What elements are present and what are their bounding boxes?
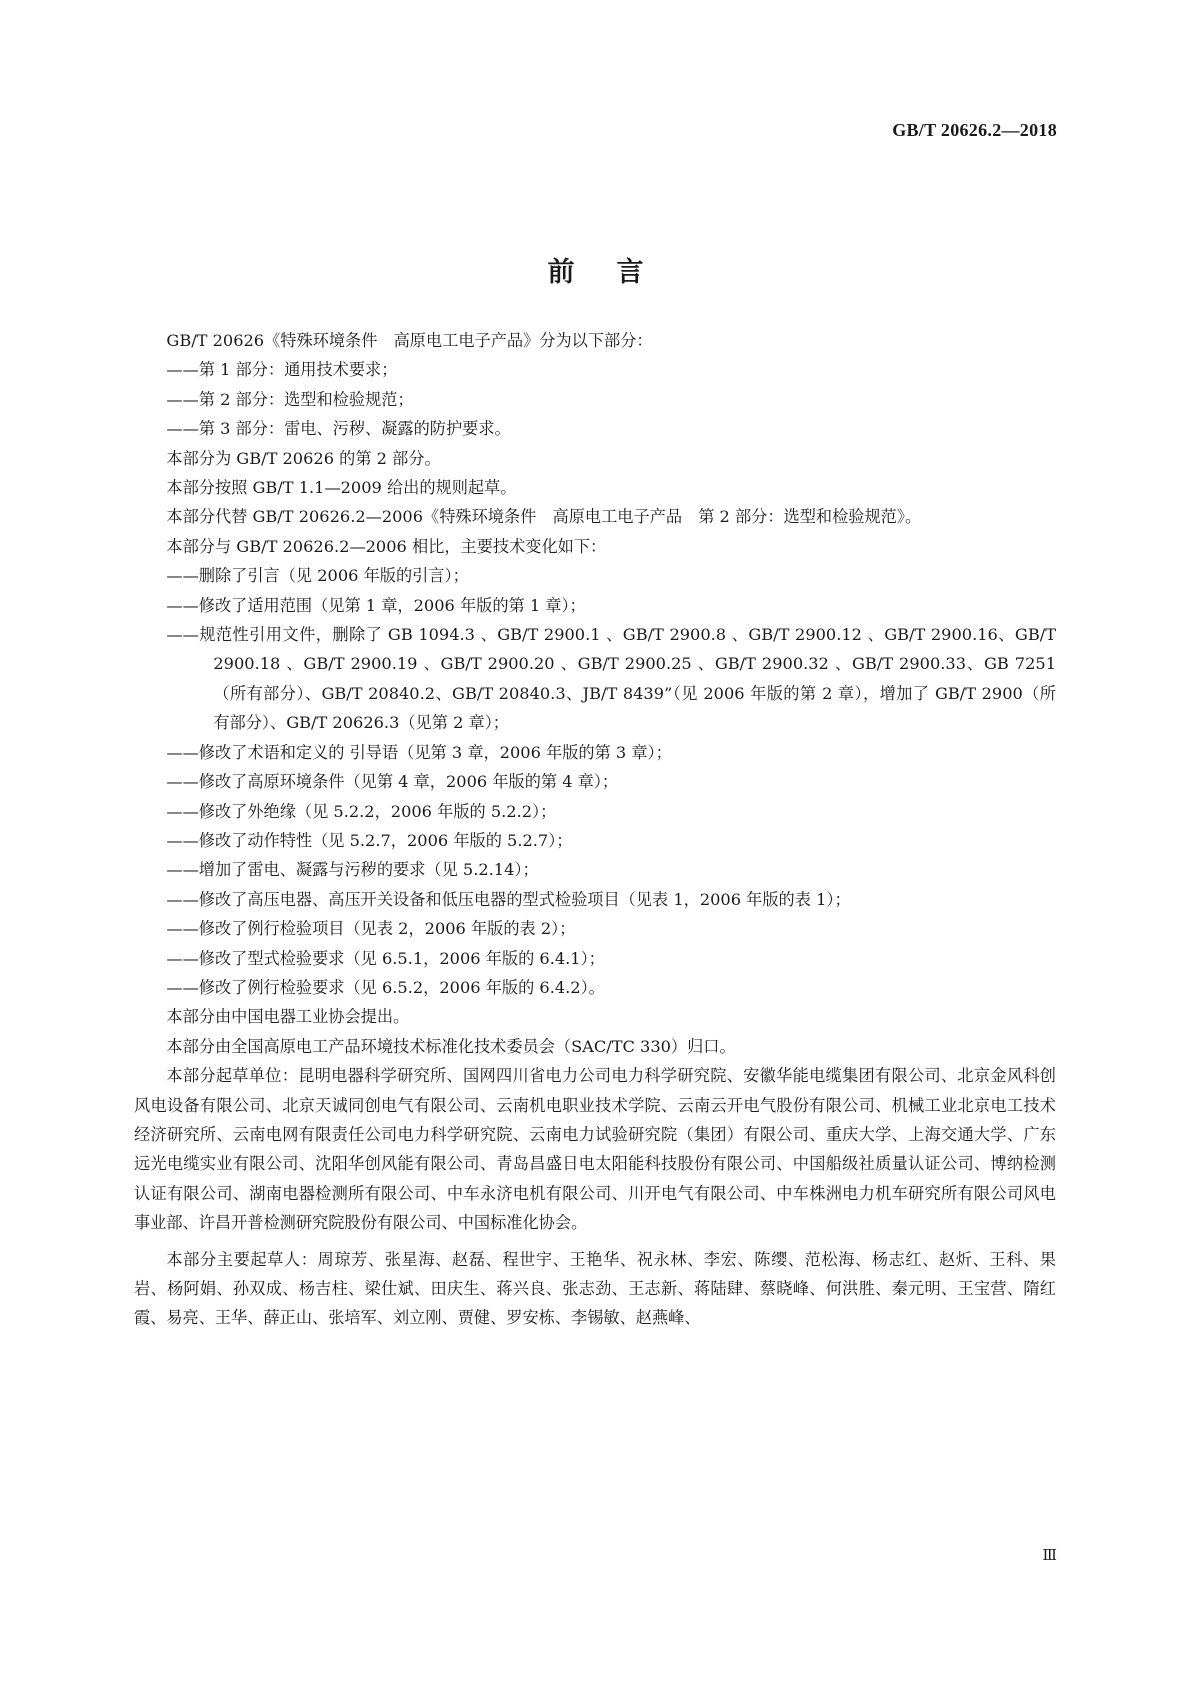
list-item-change: ——修改了适用范围（见第 1 章，2006 年版的第 1 章）； xyxy=(166,595,586,615)
list-item-part-3: ——第 3 部分：雷电、污秽、凝露的防护要求。 xyxy=(166,419,511,439)
list-item-change: ——修改了例行检验项目（见表 2，2006 年版的表 2）； xyxy=(166,919,576,939)
list-item-change: ——修改了术语和定义的 引导语（见第 3 章，2006 年版的第 3 章）； xyxy=(166,742,672,762)
paragraph-drafting-rules: 本部分按照 GB/T 1.1—2009 给出的规则起草。 xyxy=(166,478,517,498)
list-item-part-2: ——第 2 部分：选型和检验规范； xyxy=(166,389,414,409)
list-item-change: ——删除了引言（见 2006 年版的引言）； xyxy=(166,566,469,586)
page-title: 前言 xyxy=(547,257,686,289)
paragraph-centralized-by: 本部分由全国高原电工产品环境技术标准化技术委员会（SAC/TC 330）归口。 xyxy=(166,1036,736,1056)
paragraph-replaces: 本部分代替 GB/T 20626.2—2006《特殊环境条件 高原电工电子产品 第 2 部分：选型和检验规范》。 xyxy=(166,507,922,527)
foreword-body xyxy=(134,326,1056,1333)
page-number: Ⅲ xyxy=(1042,1546,1057,1564)
paragraph-proposed-by: 本部分由中国电器工业协会提出。 xyxy=(166,1007,410,1027)
list-item-change: ——修改了动作特性（见 5.2.7，2006 年版的 5.2.7）； xyxy=(166,830,573,850)
list-item-part-1: ——第 1 部分：通用技术要求； xyxy=(166,360,398,380)
list-item-change: ——修改了高压电器、高压开关设备和低压电器的型式检验项目（见表 1，2006 年版的表 1）； xyxy=(166,889,851,909)
paragraph-part-scope: 本部分为 GB/T 20626 的第 2 部分。 xyxy=(166,448,441,468)
list-item-change: ——修改了外绝缘（见 5.2.2，2006 年版的 5.2.2）； xyxy=(166,801,557,821)
standard-code: GB/T 20626.2—2018 xyxy=(892,120,1057,140)
paragraph-drafting-units: 本部分起草单位：昆明电器科学研究所、国网四川省电力公司电力科学研究院、安徽华能电缆集团有限公司、北京金风科创风电设备有限公司、北京天诚同创电气有限公司、云南机电职业技术学院、云南云开电气股份有限公司、机械工业北京电工技术经济研究所、云南电网有限责任公司电力科学研究院、云南电力试验研究院（集团）有限公司、重庆大学、上海交通大学、广东远光电缆实业有限公司、沈阳华创风能有限公司、青岛昌盛日电太阳能科技股份有限公司、中国船级社质量认证公司、博纳检测认证有限公司、湖南电器检测所有限公司、中车永济电机有限公司、川开电气有限公司、中车株洲电力机车研究所有限公司风电事业部、许昌开普检测研究院股份有限公司、中国标准化协会。 xyxy=(134,1066,1056,1233)
paragraph-main-drafters: 本部分主要起草人：周琼芳、张星海、赵磊、程世宇、王艳华、祝永林、李宏、陈缨、范松海、杨志红、赵炘、王科、果岩、杨阿娟、孙双成、杨吉柱、梁仕斌、田庆生、蒋兴良、张志劲、王志新、蒋陆肆、蔡晓峰、何洪胜、秦元明、王宝营、隋红霞、易亮、王华、薛正山、张培军、刘立刚、贾健、罗安栋、李锡敏、赵燕峰、 xyxy=(134,1249,1056,1328)
list-item-change: ——修改了型式检验要求（见 6.5.1，2006 年版的 6.4.1）； xyxy=(166,948,605,968)
list-item-change: ——增加了雷电、凝露与污秽的要求（见 5.2.14）； xyxy=(166,860,539,880)
list-item-change: ——修改了高原环境条件（见第 4 章，2006 年版的第 4 章）； xyxy=(166,772,619,792)
paragraph-changes-intro: 本部分与 GB/T 20626.2—2006 相比，主要技术变化如下： xyxy=(166,536,607,556)
list-item-change-references: ——规范性引用文件，删除了 GB 1094.3 、GB/T 2900.1 、GB/T 2900.8 、GB/T 2900.12 、GB/T 2900.16、GB/T 2900.18 、GB/T 2900.19 、GB/T 2900.20 、GB/T 2900.25 、GB/T 2900.32 、GB/T 2900.33、GB 7251（所有部分）、GB/T 20840.2、GB/T 20840.3、JB/T 8439”（见 2006 年版的第 2 章），增加了 GB/T 2900（所有部分）、GB/T 20626.3（见第 2 章）； xyxy=(166,625,1056,733)
list-item-change: ——修改了例行检验要求（见 6.5.2，2006 年版的 6.4.2）。 xyxy=(166,977,605,997)
paragraph-parts-intro: GB/T 20626《特殊环境条件 高原电工电子产品》分为以下部分： xyxy=(166,331,653,350)
